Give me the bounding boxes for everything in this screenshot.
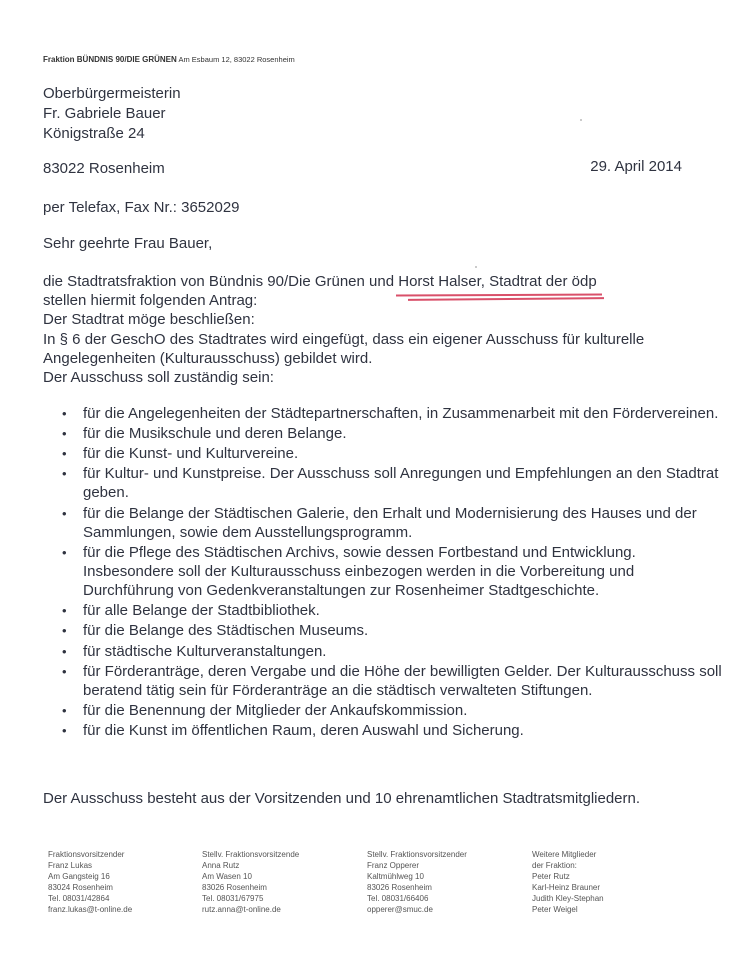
recipient-block	[43, 84, 181, 144]
sender-line	[43, 55, 295, 64]
footer-email: franz.lukas@t-online.de	[48, 905, 133, 914]
footer-city: 83026 Rosenheim	[202, 883, 267, 892]
footer-email: rutz.anna@t-online.de	[202, 905, 281, 914]
closing-statement: Der Ausschuss besteht aus der Vorsitzenden und 10 ehrenamtlichen Stadtratsmitgliedern.	[43, 790, 641, 807]
sender-org: Fraktion BÜNDNIS 90/DIE GRÜNEN	[43, 55, 177, 64]
footer-city: 83024 Rosenheim	[48, 883, 113, 892]
intro-line-1	[43, 272, 723, 291]
footer-heading-2: der Fraktion:	[532, 861, 577, 870]
footer-role: Stellv. Fraktionsvorsitzende	[202, 850, 300, 859]
recipient-title: Oberbürgermeisterin	[43, 85, 181, 102]
footer-contacts	[48, 849, 708, 915]
list-item	[62, 464, 722, 502]
bullet-icon: •	[62, 466, 67, 482]
footer-column-chair	[48, 849, 213, 915]
footer-phone: Tel. 08031/42864	[48, 894, 110, 903]
footer-name: Anna Rutz	[202, 861, 240, 870]
recipient-city: 83022 Rosenheim	[43, 160, 165, 177]
footer-phone: Tel. 08031/67975	[202, 894, 264, 903]
list-item	[62, 601, 722, 620]
footer-member: Peter Rutz	[532, 872, 570, 881]
intro-prefix: die Stadtratsfraktion von Bündnis 90/Die Grünen und	[43, 273, 395, 290]
salutation: Sehr geehrte Frau Bauer,	[43, 235, 213, 252]
footer-name: Franz Opperer	[367, 861, 420, 870]
bullet-icon: •	[62, 544, 67, 560]
footer-street: Am Gangsteig 16	[48, 872, 110, 881]
bullet-icon: •	[62, 406, 67, 421]
footer-member: Peter Weigel	[532, 905, 578, 914]
bullet-icon: •	[62, 603, 67, 619]
list-item-text: für die Belange des Städtischen Museums.	[83, 622, 369, 640]
responsibility-list	[62, 404, 722, 741]
bullet-icon: •	[62, 505, 67, 521]
bullet-icon: •	[62, 723, 67, 739]
footer-column-deputy-2	[367, 849, 532, 915]
footer-column-deputy-1	[202, 849, 367, 915]
list-item-text: für die Musikschule und deren Belange.	[83, 425, 347, 443]
list-item-text: für die Kunst im öffentlichen Raum, deren Auswahl und Sicherung.	[83, 722, 524, 740]
footer-street: Am Wasen 10	[202, 872, 252, 881]
list-item	[62, 662, 722, 700]
list-item	[62, 424, 722, 443]
bullet-icon: •	[62, 702, 67, 718]
fax-line: per Telefax, Fax Nr.: 3652029	[43, 199, 240, 216]
footer-street: Kaltmühlweg 10	[367, 872, 424, 881]
list-item-text: für städtische Kulturveranstaltungen.	[83, 642, 327, 660]
footer-name: Franz Lukas	[48, 861, 93, 870]
intro-paragraph	[43, 272, 723, 387]
underlined-highlight	[398, 272, 596, 291]
letter-date: 29. April 2014	[590, 158, 682, 175]
intro-line-2: stellen hiermit folgenden Antrag:	[43, 292, 258, 310]
scan-speck	[475, 266, 477, 268]
list-item-text: für die Kunst- und Kulturvereine.	[83, 445, 299, 463]
intro-line-3: Der Stadtrat möge beschließen:	[43, 311, 255, 329]
footer-email: opperer@smuc.de	[367, 905, 433, 914]
list-item	[62, 444, 722, 463]
bullet-icon: •	[62, 663, 67, 679]
intro-line-5: Der Ausschuss soll zuständig sein:	[43, 369, 274, 387]
list-item-text: für die Belange der Städtischen Galerie, den Erhalt und Modernisierung des Hauses und der Sammlungen, sowie dem Ausstellungsprogramm.	[83, 504, 697, 541]
list-item	[62, 621, 722, 640]
footer-phone: Tel. 08031/66406	[367, 894, 429, 903]
list-item	[62, 701, 722, 720]
footer-role: Fraktionsvorsitzender	[48, 850, 125, 859]
footer-role: Stellv. Fraktionsvorsitzender	[367, 850, 467, 859]
sender-address: Am Esbaum 12, 83022 Rosenheim	[178, 55, 295, 64]
bullet-icon: •	[62, 426, 67, 442]
list-item	[62, 504, 722, 542]
list-item	[62, 543, 722, 601]
footer-city: 83026 Rosenheim	[367, 883, 432, 892]
footer-member: Karl-Heinz Brauner	[532, 883, 601, 892]
footer-heading: Weitere Mitglieder	[532, 850, 597, 859]
list-item-text: für die Angelegenheiten der Städtepartnerschaften, in Zusammenarbeit mit den Fördervereinen.	[83, 405, 719, 422]
list-item-text: für die Benennung der Mitglieder der Ankaufskommission.	[83, 701, 468, 719]
list-item-text: für die Pflege des Städtischen Archivs, sowie dessen Fortbestand und Entwicklung. Insbesondere soll der Kulturausschuss einbezogen werden in die Vorbereitung und Durchführung von Gedenkveranstaltungen zur Rosenheimer Stadtgeschichte.	[83, 543, 636, 600]
list-item-text: für Kultur- und Kunstpreise. Der Ausschuss soll Anregungen und Empfehlungen an den Stadtrat geben.	[83, 465, 719, 502]
recipient-name: Fr. Gabriele Bauer	[43, 105, 166, 122]
list-item-text: für Förderanträge, deren Vergabe und die Höhe der bewilligten Gelder. Der Kulturausschuss soll beratend tätig sein für Förderanträge an die städtisch verwalteten Stiftungen.	[83, 662, 722, 699]
list-item-text: für alle Belange der Stadtbibliothek.	[83, 602, 320, 620]
bullet-icon: •	[62, 623, 67, 639]
list-item	[62, 642, 722, 661]
bullet-icon: •	[62, 643, 67, 659]
scan-speck	[580, 119, 582, 121]
recipient-street: Königstraße 24	[43, 125, 145, 142]
footer-column-members	[532, 849, 697, 915]
bullet-icon: •	[62, 446, 67, 462]
footer-member: Judith Kley-Stephan	[532, 894, 604, 903]
intro-line-4: In § 6 der GeschO des Stadtrates wird eingefügt, dass ein eigener Ausschuss für kulturelle Angelegenheiten (Kulturausschuss) gebildet wird.	[43, 330, 645, 367]
underlined-text: Horst Halser, Stadtrat der ödp	[398, 273, 597, 290]
list-item	[62, 721, 722, 740]
list-item	[62, 404, 722, 423]
